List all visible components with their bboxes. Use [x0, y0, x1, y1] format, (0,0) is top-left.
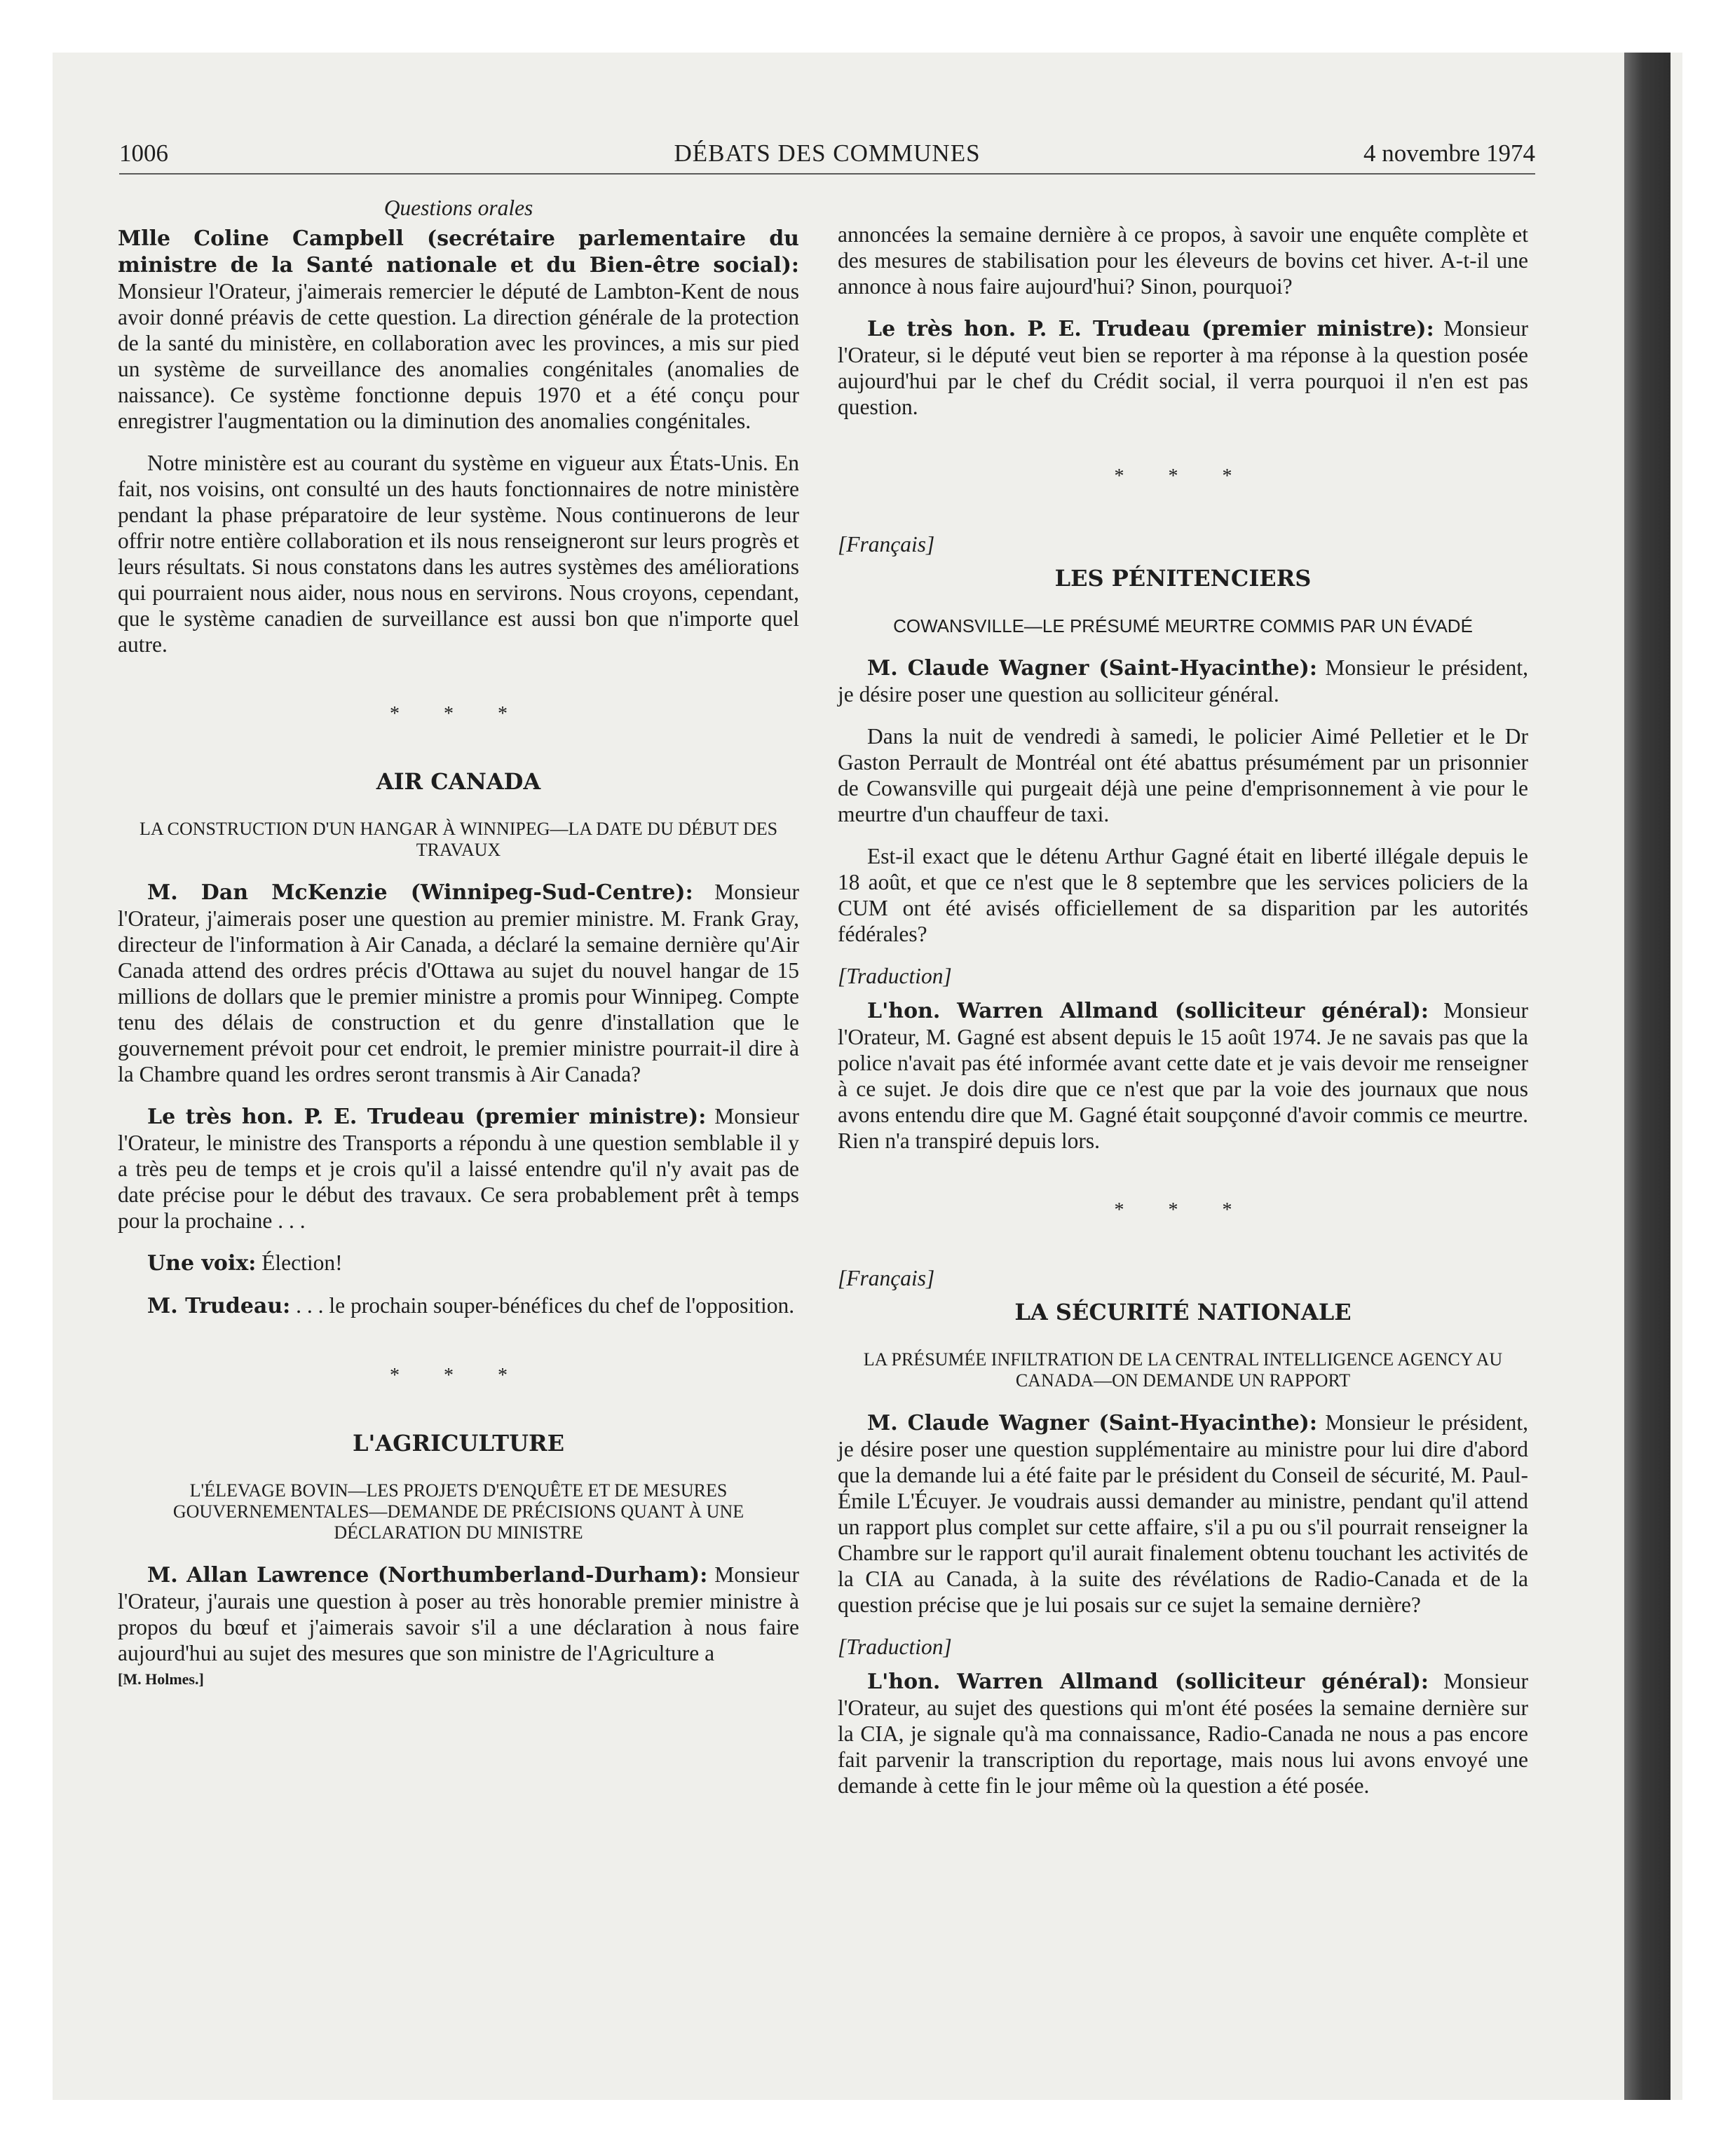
- speaker: Mlle Coline Campbell (secrétaire parlementaire du ministre de la Santé nationale et du Bien-être social):: [118, 226, 799, 278]
- paragraph: Dans la nuit de vendredi à samedi, le policier Aimé Pelletier et le Dr Gaston Perrault de Montréal ont été abattus présumément par un prisonnier de Cowansville qui purgeait déjà une peine d'emprisonnement à vie pour le meurtre d'un chauffeur de taxi.: [838, 724, 1528, 826]
- paragraph: [118, 1562, 799, 1666]
- publication-title: DÉBATS DES COMMUNES: [674, 139, 981, 167]
- footnote-speaker: [M. Holmes.]: [118, 1670, 204, 1688]
- speaker: M. Claude Wagner (Saint-Hyacinthe):: [867, 656, 1317, 681]
- paragraph: [838, 1410, 1528, 1618]
- section-subheading: LA CONSTRUCTION D'UN HANGAR À WINNIPEG—LA DATE DU DÉBUT DES TRAVAUX: [139, 819, 778, 860]
- speech-text: Élection!: [256, 1250, 343, 1275]
- paragraph: [118, 1292, 799, 1319]
- language-marker: [Français]: [838, 1266, 935, 1290]
- section-subheading: L'ÉLEVAGE BOVIN—LES PROJETS D'ENQUÊTE ET DE MESURES GOUVERNEMENTALES—DEMANDE DE PRÉCISIONS QUANT À UNE DÉCLARATION DU MINISTRE: [172, 1480, 744, 1543]
- speaker: M. Allan Lawrence (Northumberland-Durham):: [147, 1563, 708, 1588]
- speaker: L'hon. Warren Allmand (solliciteur général):: [867, 999, 1429, 1023]
- speech-text: Monsieur le président, je désire poser une question au solliciteur général.: [838, 655, 1528, 707]
- section-subheading: COWANSVILLE—LE PRÉSUMÉ MEURTRE COMMIS PAR UN ÉVADÉ: [893, 615, 1473, 636]
- speech-text: Monsieur l'Orateur, j'aimerais poser une question au premier ministre. M. Frank Gray, directeur de l'information à Air Canada, a déclaré la semaine dernière qu'Air Canada attend des ordres précis d'Ottawa au sujet du nouvel hangar de 15 millions de dollars que le premier ministre a promis pour Winnipeg. Compte tenu des délais de construction et du genre d'installation que le gouvernement prévoit pour cet endroit, le premier ministre pourrait-il dire à la Chambre quand les ordres seront transmis à Air Canada?: [118, 880, 799, 1086]
- speech-text: . . . le prochain souper-bénéfices du chef de l'opposition.: [290, 1293, 795, 1318]
- speaker: M. Trudeau:: [147, 1294, 291, 1318]
- speaker: M. Dan McKenzie (Winnipeg-Sud-Centre):: [147, 880, 693, 905]
- speaker: M. Claude Wagner (Saint-Hyacinthe):: [867, 1411, 1317, 1435]
- publication-date: 4 novembre 1974: [1363, 139, 1535, 167]
- section-separator: * * *: [390, 1365, 527, 1386]
- speech-text: Monsieur l'Orateur, M. Gagné est absent depuis le 15 août 1974. Je ne savais pas que la police n'avait pas été informée avant cette date et je vais devoir me renseigner à ce sujet. Je dois dire que ce n'est que par la voie des journaux que nous avons entendu dire que M. Gagné était soupçonné d'avoir commis ce meurtre. Rien n'a transpiré depuis lors.: [838, 998, 1528, 1153]
- speech-text: Monsieur l'Orateur, j'aimerais remercier le député de Lambton-Kent de nous avoir donné préavis de cette question. La direction générale de la protection de la santé du ministère, en collaboration avec les provinces, a mis sur pied un système de surveillance des anomalies congénitales (anomalies de naissance). Ce système fonctionne depuis 1970 et a été conçu pour enregistrer l'augmentation ou la diminution des anomalies congénitales.: [118, 279, 799, 433]
- section-separator: * * *: [1114, 1199, 1252, 1221]
- paragraph: [118, 1250, 799, 1276]
- paragraph: Est-il exact que le détenu Arthur Gagné était en liberté illégale depuis le 18 août, et que ce n'est que le 8 septembre que les services policiers de la CUM ont été avisés officiellement de sa disparition par les autorités fédérales?: [838, 844, 1528, 946]
- paragraph: [838, 655, 1528, 707]
- speech-text: Monsieur l'Orateur, si le député veut bien se reporter à ma réponse à la question posée aujourd'hui par le chef du Crédit social, il verra pourquoi il n'en est pas question.: [838, 316, 1529, 419]
- section-heading: LA SÉCURITÉ NATIONALE: [1014, 1299, 1352, 1325]
- paragraph: [838, 997, 1528, 1154]
- speech-text: Monsieur le président, je désire poser une question supplémentaire au ministre pour lui dire d'abord que la demande lui a été faite par le président du Conseil de sécurité, M. Paul-Émile L'Écuyer. Je voudrais aussi demander au ministre, pendant qu'il attend un rapport plus complet sur cette affaire, s'il a pu ou s'il pourrait renseigner la Chambre sur le rapport qu'il aurait finalement obtenu touchant les activités de la CIA au Canada, à la suite des révélations de Radio-Canada et de la question précise que je lui posais sur ce sujet la semaine dernière?: [838, 1410, 1528, 1617]
- language-marker: [Traduction]: [838, 1635, 952, 1659]
- page-number: 1006: [119, 139, 168, 167]
- speaker: Le très hon. P. E. Trudeau (premier ministre):: [867, 317, 1434, 341]
- paragraph: [838, 1668, 1528, 1799]
- section-separator: * * *: [1114, 465, 1252, 487]
- paragraph: annoncées la semaine dernière à ce propos, à savoir une enquête complète et des mesures de stabilisation pour les éleveurs de bovins cet hiver. A-t-il une annonce à nous faire aujourd'hui? Sinon, pourquoi?: [838, 222, 1528, 299]
- section-subheading: LA PRÉSUMÉE INFILTRATION DE LA CENTRAL INTELLIGENCE AGENCY AU CANADA—ON DEMANDE UN RAPPORT: [863, 1349, 1503, 1391]
- speaker: Une voix:: [147, 1251, 257, 1276]
- language-marker: [Français]: [838, 532, 935, 557]
- section-heading: AIR CANADA: [376, 768, 541, 795]
- left-column: [118, 195, 799, 1708]
- paragraph: [838, 315, 1528, 420]
- paragraph: [118, 1103, 799, 1234]
- speaker: Le très hon. P. E. Trudeau (premier ministre):: [147, 1105, 707, 1129]
- right-column: [838, 221, 1528, 1815]
- paragraph: [118, 879, 799, 1087]
- section-heading: L'AGRICULTURE: [353, 1430, 564, 1456]
- section-heading: LES PÉNITENCIERS: [1054, 565, 1312, 592]
- page-binding-edge: [1624, 53, 1671, 2100]
- paragraph: Notre ministère est au courant du système en vigueur aux États-Unis. En fait, nos voisins, ont consulté un des hauts fonctionnaires de notre ministère pendant la phase préparatoire de leur système. Nous continuerons de leur offrir notre entière collaboration et ils nous renseigneront sur leurs progrès et leurs résultats. Si nous constatons dans les autres systèmes des améliorations qui pourraient nous aider, nous nous en servirons. Nous croyons, cependant, que le système canadien de surveillance est aussi bon que n'importe quel autre.: [118, 451, 799, 657]
- rubric-questions-orales: Questions orales: [383, 196, 533, 220]
- section-separator: * * *: [390, 703, 527, 725]
- speech-text: Monsieur l'Orateur, au sujet des questions qui m'ont été posées la semaine dernière sur la CIA, je signale qu'à ma connaissance, Radio-Canada ne nous a pas encore fait parvenir la transcription du reportage, mais nous lui avons envoyé une demande à cette fin le jour même où la question a été posée.: [838, 1669, 1528, 1798]
- paragraph: [118, 225, 799, 434]
- speech-text: Monsieur l'Orateur, j'aurais une question à poser au très honorable premier ministre à propos du bœuf et j'aimerais savoir s'il a une déclaration à nous faire aujourd'hui au sujet des mesures que son ministre de l'Agriculture a: [118, 1562, 799, 1665]
- speaker: L'hon. Warren Allmand (solliciteur général):: [867, 1670, 1429, 1694]
- page-header: [119, 138, 1535, 175]
- speech-text: Monsieur l'Orateur, le ministre des Transports a répondu à une question semblable il y a très peu de temps et je crois qu'il a laissé entendre qu'il n'y avait pas de date précise pour le début des travaux. Ce sera probablement prêt à temps pour la prochaine . . .: [118, 1104, 800, 1233]
- language-marker: [Traduction]: [838, 964, 952, 988]
